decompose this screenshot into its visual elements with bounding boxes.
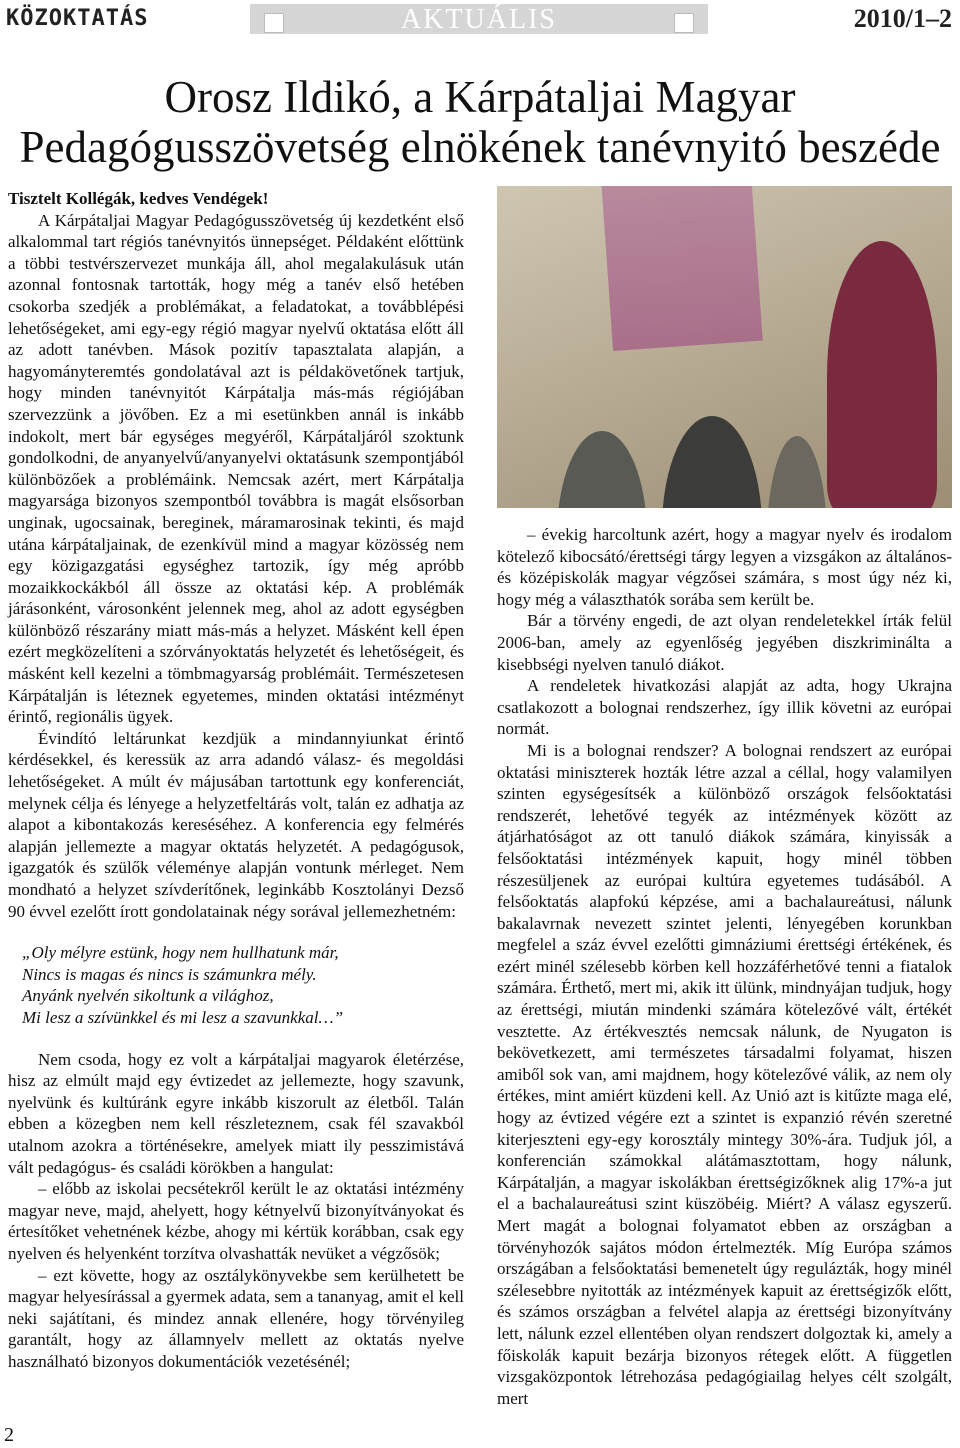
photo-speaker	[827, 241, 937, 508]
left-column	[8, 188, 464, 1372]
paragraph: A rendeletek hivatkozási alapját az adta, hogy Ukrajna csatlakozott a bolognai rendszerhez, így illik követni az európai normát.	[497, 676, 952, 739]
category-label: AKTUÁLIS	[401, 4, 557, 35]
paragraph: – előbb az iskolai pecsétekről került le az oktatási intézmény magyar neve, majd, ahelyett, hogy kétnyelvű bizonyítványokat és értesítőket vehetnének kézbe, ahogy mi kértük korábban, csak egy nyelven és helyenként torzítva olvashatták nevüket a végzősök;	[8, 1179, 464, 1263]
paragraph: – évekig harcoltunk azért, hogy a magyar nyelv és irodalom kötelező kibocsátó/érettségi tárgy legyen a vizsgákon az általános- és középiskolák magyar végzősei számára, s most úgy néz ki, hogy még a választhatók sorába sem került be.	[497, 525, 952, 609]
paragraph: Mi is a bolognai rendszer? A bolognai rendszert az európai oktatási miniszterek hozták létre azzal a céllal, hogy valamilyen szinten egységesítsék a különböző országok felsőoktatási rendszerét, lehetővé tegyék az intézmények között az átjárhatóságot az ott tanuló diákok számára, kinyissák a felsőoktatási intézmények kapuit, hogy minél többen részesüljenek az európai kultúra egyetemes tudásából. A felsőoktatás alapfokú képzése, ami a bachalaureátusi, nálunk bakalavrnak nevezett szintet jelenti, lényegében korunkban megfelel a száz évvel ezelőtti gimnáziumi érettségi értékének, és ezért minél szélesebb körben kell hozzáférhetővé tenni a fiatalok számára. Érthető, mert mi, akik itt ülünk, mindnyájan tudjuk, hogy az érettségi, miután mindenki számára kötelezővé vált, értékét vesztette. Az értékvesztés nemcsak nálunk, de Nyugaton is bekövetkezett, ami természetes társadalmi folyamat, hiszen amiből sok van, ami majdnem, hogy kötelezővé válik, az nem oly értékes, mint amiért küzdeni kell. Az Unió azt is kitűzte maga elé, hogy az évtized végére ezt a szintet is expanzió révén szeretné kiterjeszteni egy-egy korosztály mintegy 30%-ára. Tudjuk jól, a konferencián számokkal alátámasztottam, hogy nálunk, Kárpátalján, a magyar iskolákban érettségizőknek alig 17%-a jut el a bachalaureátusi szint küszöbéig. Miért? A válasz egyszerű. Mert magát a bolognai folyamatot ebben az országban a törvényhozók sajátos módon értelmezték. Míg Európa számos országában a felsőoktatási bemenetelt úgy regulázták, hogy minél szélesebbre nyitották az intézmények kapuit az érettségizők előtt, és számos országban a felvétel alapja az érettségi bizonyítvány lett, nálunk ezzel ellentében olyan rendszert dolgoztak ki, amely a főiskolák kapuit bezárja bizonyos rétegek előtt. A független vizsgaközpontok létrehozása pedagógiailag helyes célt szolgált, mert	[497, 740, 952, 1408]
paragraph: – ezt követte, hogy az osztálykönyvekbe sem kerülhetett be magyar helyesírással a gyermek adata, sem a tananyag, amit el kell neki sajátítani, és mindez annak ellenére, hogy törvényileg garantált, hogy az államnyelv mellett az oktatás nyelve használható bizonyos dokumentációk vezetésénél;	[8, 1265, 464, 1371]
section-label: KÖZOKTATÁS	[6, 6, 149, 31]
title-line-1: Orosz Ildikó, a Kárpátaljai Magyar	[164, 72, 796, 122]
paragraph: Nem csoda, hogy ez volt a kárpátaljai magyarok életérzése, hisz az elmúlt majd egy évtizedet az jellemezte, hogy szavunk, nyelvünk és kultúránk egyre inkább kiszorult az életből. Talán ebben a közegben nem kell részleteznem, csak fél szavakból utalnom azokra a történésekre, amelyek miatt ily pesszimistává vált pedagógus- és családi körökben a hangulat:	[8, 1049, 464, 1177]
salutation: Tisztelt Kollégák, kedves Vendégek!	[8, 189, 269, 208]
photo-person	[557, 431, 647, 508]
paragraph: A Kárpátaljai Magyar Pedagógusszövetség új kezdetként első alkalommal tart régiós tanévnyitós ünnepséget. Példaként előttünk a többi testvérszervezet munkája áll, ahol megalakulásuk után azonnal fontosnak tartották, hogy még a tanév első hetében csokorba szedjék a problémákat, a feladatokat, a továbblépési lehetőségeket, ami egy-egy régió magyar nyelvű oktatása előtt áll az adott tanévben. Mások pozitív tapasztalata alapján, a hagyományteremtés gondolatával azt is példakövetőnek tartjuk, hogy minden tanévnyitót Kárpátalja más-más régiójában szervezzünk a jövőben. Ez a mi esetünkben annál is inkább indokolt, mert bár egységes megyéről, Kárpátaljáról szoktunk gondolkodni, de anyanyelvű/anyanyelvi oktatásunk szempontjából különbözőek a problémáink. Nemcsak azért, mert Kárpátalja magyarsága bizonyos szempontból továbbra is magát elsősorban unginak, ugocsainak, bereginek, máramarosinak tekinti, és majd utána kárpátaljainak, de ezenkívül mind a magyar közösség nem egy közigazgatási egységhez tartozik, így még apróbb mozaikkockákból áll össze az oktatási kép. A problémák járásonként, városonként jelennek meg, ahol az adott egységben különböző részarány miatt más-más a helyzet. Másként kell épen ezért megközelíteni a szórványoktatás helyzetét és lehetőségeit, és másként kell kezelni a tömbmagyarság problémáit. Természetesen Kárpátalján is léteznek egyetemes, minden oktatási intézményt érintő, regionális ügyek.	[8, 210, 464, 727]
photo-person	[662, 416, 762, 508]
poem-line: Nincs is magas és nincs is számunkra mély.	[22, 964, 317, 984]
right-column	[497, 524, 952, 1409]
photo-person	[767, 436, 827, 508]
poem-line: „Oly mélyre estünk, hogy nem hullhatunk már,	[22, 943, 339, 963]
page-number: 2	[4, 1424, 14, 1446]
issue-number: 2010/1–2	[853, 4, 952, 33]
poem-line: Anyánk nyelvén sikoltunk a világhoz,	[22, 986, 274, 1006]
square-bullet-icon	[674, 13, 694, 33]
article-photo	[497, 186, 952, 508]
header-band	[250, 4, 708, 34]
paragraph: Bár a törvény engedi, de azt olyan rendeletekkel írták felül 2006-ban, amely az egyenlőség jegyében diszkriminálta a kisebbségi nyelven tanuló diákot.	[497, 611, 952, 674]
article-title	[0, 72, 960, 172]
page-header	[0, 0, 960, 40]
poem-line: Mi lesz a szívünkkel és mi lesz a szavunkkal…”	[22, 1007, 344, 1027]
poem-quote	[22, 942, 464, 1028]
title-line-2: Pedagógusszövetség elnökének tanévnyitó beszéde	[19, 122, 941, 172]
photo-banner	[601, 186, 762, 351]
paragraph: Évindító leltárunkat kezdjük a mindannyiunkat érintő kérdésekkel, és keressük az arra adandó válasz- és megoldási lehetőségeket. A múlt év májusában tartottunk egy konferenciát, melynek célja és lényege a helyzetfeltárás volt, talán ez adhatja az alapot a kibontakozás kereséséhez. A konferencia egy felmérés alapján jellemezte a magyar oktatás helyzetét. A pedagógusok, igazgatók és szülők véleménye alapján vontunk mérleget. Nem mondható a helyzet szívderítőnek, leginkább Kosztolányi Dezső 90 évvel ezelőtt írott gondolatainak négy sorával jellemezhetném:	[8, 728, 464, 921]
